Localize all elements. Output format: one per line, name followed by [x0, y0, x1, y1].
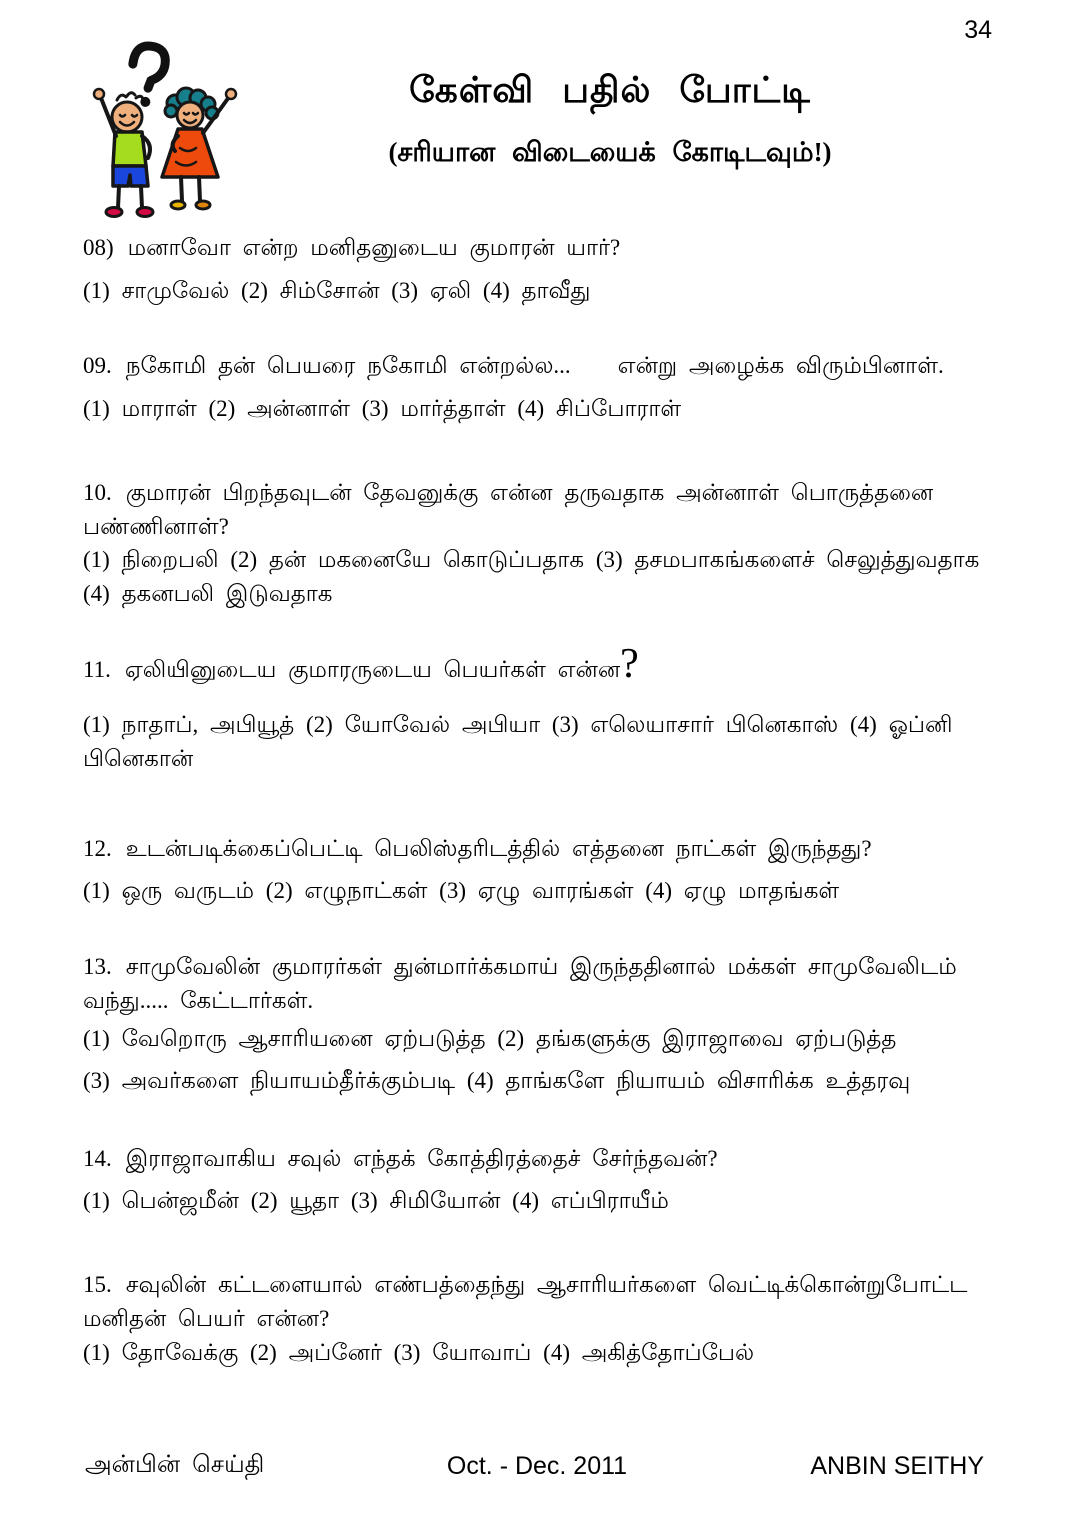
question-12-text: உடன்படிக்கைப்பெட்டி பெலிஸ்தரிடத்தில் எத்தனை நாட்கள் இருந்தது?	[125, 836, 872, 861]
question-11-options: (1) நாதாப், அபியூத் (2) யோவேல் அபியா (3) எலெயாசார் பினெகாஸ் (4) ஓப்னி பினெகான்	[83, 712, 965, 771]
question-08-text: மனாவோ என்ற மனிதனுடைய குமாரன் யார்?	[127, 235, 621, 260]
question-10-number: 10.	[83, 480, 112, 505]
question-14-options: (1) பென்ஜமீன் (2) யூதா (3) சிமியோன் (4) எப்பிராயீம்	[83, 1188, 669, 1213]
question-11-text: ஏலியினுடைய குமாரருடைய பெயர்கள் என்ன	[124, 657, 621, 682]
question-09	[83, 349, 993, 383]
question-14-text: இராஜாவாகிய சவுல் எந்தக் கோத்திரத்தைச் சேர்ந்தவன்?	[125, 1146, 718, 1171]
question-08-options: (1) சாமுவேல் (2) சிம்சோன் (3) ஏலி (4) தாவீது	[83, 278, 591, 303]
kids-clipart	[82, 36, 254, 232]
question-mark-icon	[128, 44, 167, 108]
page-number: 34	[964, 16, 992, 44]
question-14-number: 14.	[83, 1146, 112, 1171]
question-15-text: சவுலின் கட்டளையால் எண்பத்தைந்து ஆசாரியர்களை வெட்டிக்கொன்றுபோட்ட மனிதன் பெயர் என்ன?	[83, 1272, 980, 1331]
footer-magazine-name-english: ANBIN SEITHY	[810, 1452, 984, 1480]
question-11-number: 11.	[83, 657, 111, 682]
question-12	[83, 832, 993, 866]
question-13-options-line1: (1) வேறொரு ஆசாரியனை ஏற்படுத்த (2) தங்களுக்கு இராஜாவை ஏற்படுத்த	[83, 1026, 897, 1051]
question-09-text: நகோமி தன் பெயரை நகோமி என்றல்ல... என்று அழைக்க விரும்பினாள்.	[125, 353, 944, 378]
footer-issue-date: Oct. - Dec. 2011	[446, 1452, 628, 1480]
question-15	[83, 1268, 993, 1336]
page-footer	[0, 1452, 1074, 1492]
question-10	[83, 476, 993, 544]
question-13-number: 13.	[83, 954, 112, 979]
question-09-number: 09.	[83, 353, 112, 378]
question-11	[83, 641, 993, 687]
footer-magazine-name-tamil: அன்பின் செய்தி	[85, 1452, 265, 1478]
question-13	[83, 950, 993, 1018]
question-15-options: (1) தோவேக்கு (2) அப்னேர் (3) யோவாப் (4) அகித்தோப்பேல்	[83, 1340, 755, 1365]
girl-figure	[162, 88, 236, 209]
page-title: கேள்வி பதில் போட்டி	[409, 70, 811, 110]
boy-figure	[94, 89, 153, 217]
question-10-text: குமாரன் பிறந்தவுடன் தேவனுக்கு என்ன தருவதாக அன்னாள் பொருத்தனை பண்ணினாள்?	[83, 480, 945, 539]
question-10-options: (1) நிறைபலி (2) தன் மகனையே கொடுப்பதாக (3) தசமபாகங்களைச் செலுத்துவதாக (4) தகனபலி இடுவதாக	[83, 547, 992, 606]
question-08	[83, 231, 993, 265]
question-15-number: 15.	[83, 1272, 112, 1297]
question-14	[83, 1142, 993, 1176]
question-08-number: 08)	[83, 235, 114, 260]
question-09-options: (1) மாராள் (2) அன்னாள் (3) மார்த்தாள் (4) சிப்போராள்	[83, 396, 682, 421]
page-subtitle: (சரியான விடையைக் கோடிடவும்!)	[388, 137, 832, 167]
question-13-options-line2: (3) அவர்களை நியாயம்தீர்க்கும்படி (4) தாங்களே நியாயம் விசாரிக்க உத்தரவு	[83, 1068, 911, 1093]
question-13-text: சாமுவேலின் குமாரர்கள் துன்மார்க்கமாய் இருந்ததினால் மக்கள் சாமுவேலிடம் வந்து..... கேட்டார்கள்.	[83, 954, 969, 1013]
question-12-options: (1) ஒரு வருடம் (2) எழுநாட்கள் (3) ஏழு வாரங்கள் (4) ஏழு மாதங்கள்	[83, 878, 840, 903]
question-11-big-question-mark: ?	[620, 641, 639, 687]
question-12-number: 12.	[83, 836, 112, 861]
